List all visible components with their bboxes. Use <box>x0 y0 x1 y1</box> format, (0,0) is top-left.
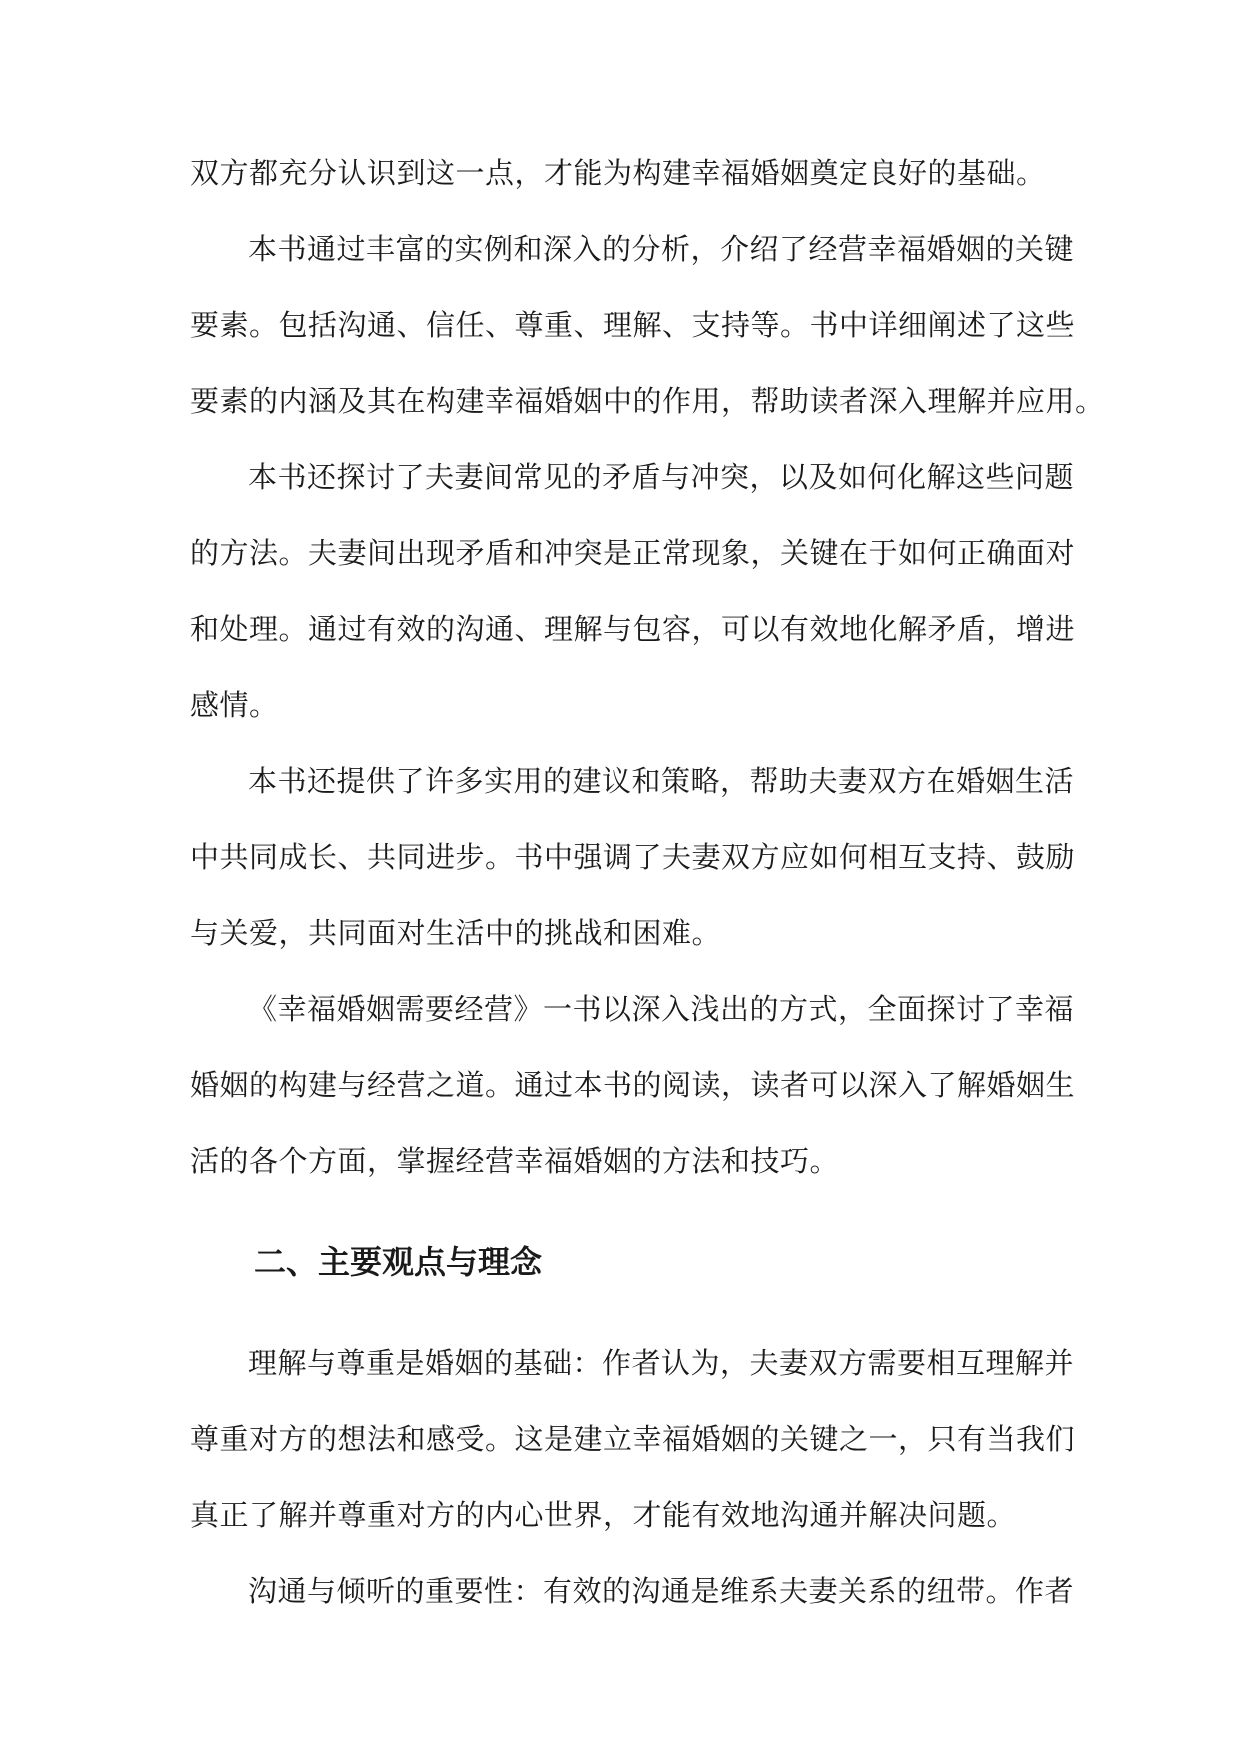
text-line: 真正了解并尊重对方的内心世界，才能有效地沟通并解决问题。 <box>190 1498 1017 1532</box>
paragraph-start-line: 《幸福婚姻需要经营》一书以深入浅出的方式，全面探讨了幸福 <box>248 992 1075 1026</box>
paragraph-start-line: 本书通过丰富的实例和深入的分析，介绍了经营幸福婚姻的关键 <box>248 232 1075 266</box>
paragraph-start-line: 理解与尊重是婚姻的基础：作者认为，夫妻双方需要相互理解并 <box>248 1346 1075 1380</box>
text-line: 双方都充分认识到这一点，才能为构建幸福婚姻奠定良好的基础。 <box>190 156 1046 190</box>
text-line: 婚姻的构建与经营之道。通过本书的阅读，读者可以深入了解婚姻生 <box>190 1068 1076 1102</box>
paragraph-start-line: 本书还提供了许多实用的建议和策略，帮助夫妻双方在婚姻生活 <box>248 764 1075 798</box>
text-line: 的方法。夫妻间出现矛盾和冲突是正常现象，关键在于如何正确面对 <box>190 536 1076 570</box>
paragraph-start-line: 沟通与倾听的重要性：有效的沟通是维系夫妻关系的纽带。作者 <box>248 1574 1075 1608</box>
text-line: 活的各个方面，掌握经营幸福婚姻的方法和技巧。 <box>190 1144 840 1178</box>
section-heading: 二、主要观点与理念 <box>254 1243 543 1281</box>
text-line: 要素的内涵及其在构建幸福婚姻中的作用，帮助读者深入理解并应用。 <box>190 384 1105 418</box>
paragraph-start-line: 本书还探讨了夫妻间常见的矛盾与冲突，以及如何化解这些问题 <box>248 460 1075 494</box>
text-line: 中共同成长、共同进步。书中强调了夫妻双方应如何相互支持、鼓励 <box>190 840 1076 874</box>
text-line: 与关爱，共同面对生活中的挑战和困难。 <box>190 916 722 950</box>
text-line: 感情。 <box>190 688 279 722</box>
body-text-section-1 <box>190 135 1105 1199</box>
text-line: 和处理。通过有效的沟通、理解与包容，可以有效地化解矛盾，增进 <box>190 612 1076 646</box>
text-line: 尊重对方的想法和感受。这是建立幸福婚姻的关键之一，只有当我们 <box>190 1422 1076 1456</box>
text-line: 要素。包括沟通、信任、尊重、理解、支持等。书中详细阐述了这些 <box>190 308 1076 342</box>
body-text-section-2 <box>190 1325 1076 1629</box>
